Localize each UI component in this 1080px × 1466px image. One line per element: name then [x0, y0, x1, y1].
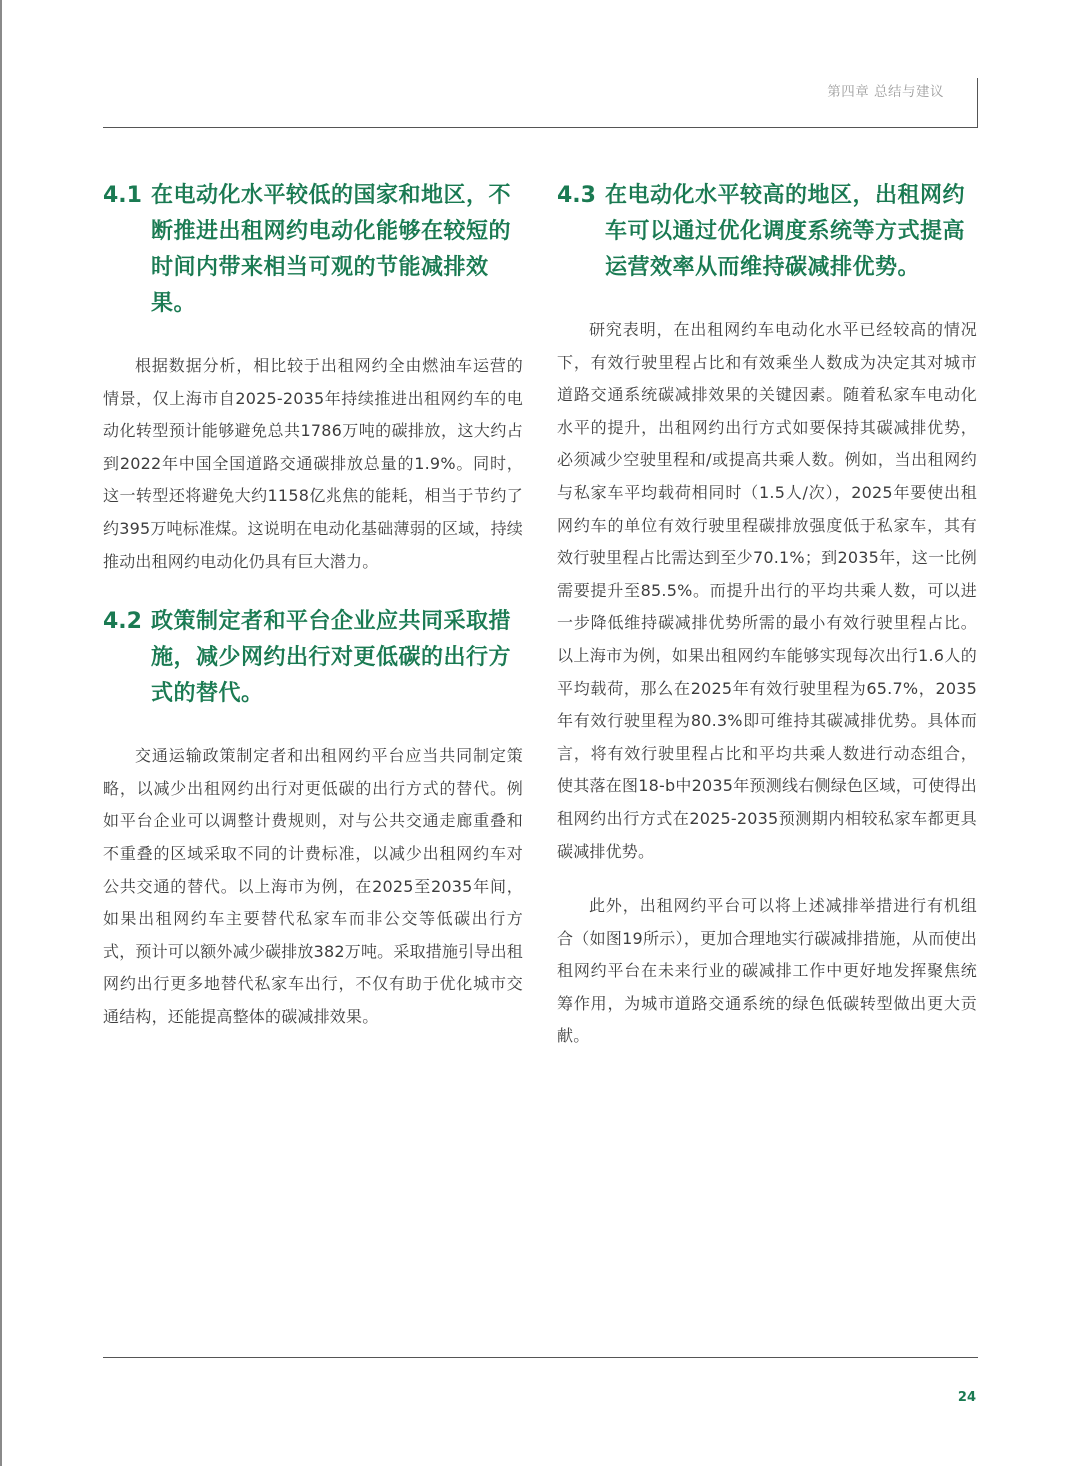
header-vertical-rule — [977, 78, 978, 128]
body-paragraph: 研究表明，在出租网约车电动化水平已经较高的情况下，有效行驶里程占比和有效乘坐人数成为决定其对城市道路交通系统碳减排效果的关键因素。随着私家车电动化水平的提升，出租网约出行方式如要保持其碳减排优势，必须减少空驶里程和/或提高共乘人数。例如，当出租网约与私家车平均载荷相同时（1.5人/次），2025年要使出租网约车的单位有效行驶里程碳排放强度低于私家车，其有效行驶里程占比需达到至少70.1%；到2035年，这一比例需要提升至85.5%。而提升出行的平均共乘人数，可以进一步降低维持碳减排优势所需的最小有效行驶里程占比。以上海市为例，如果出租网约车能够实现每次出行1.6人的平均载荷，那么在2025年有效行驶里程为65.7%，2035年有效行驶里程为80.3%即可维持其碳减排优势。具体而言，将有效行驶里程占比和平均共乘人数进行动态组合，使其落在图18-b中2035年预测线右侧绿色区域，可使得出租网约出行方式在2025-2035预测期内相较私家车都更具碳减排优势。 — [557, 320, 977, 861]
section-title: 在电动化水平较低的国家和地区，不断推进出租网约电动化能够在较短的时间内带来相当可观的节能减排效果。 — [151, 183, 512, 316]
body-paragraph: 此外，出租网约平台可以将上述减排举措进行有机组合（如图19所示），更加合理地实行碳减排措施，从而使出租网约平台在未来行业的碳减排工作中更好地发挥聚焦统筹作用，为城市道路交通系统的绿色低碳转型做出更大贡献。 — [557, 896, 977, 1046]
section-number: 4.3 — [557, 183, 596, 208]
section-heading-4-3 — [557, 178, 977, 286]
page-header — [103, 78, 978, 128]
section-heading-4-1 — [103, 178, 523, 322]
section-heading-4-2 — [103, 604, 523, 712]
page-number: 24 — [957, 1390, 976, 1405]
section-number: 4.2 — [103, 609, 142, 635]
right-column — [557, 178, 977, 1053]
left-column — [103, 178, 523, 1034]
page-left-edge — [0, 0, 2, 1466]
body-paragraph: 根据数据分析，相比较于出租网约全由燃油车运营的情景，仅上海市自2025-2035年持续推进出租网约车的电动化转型预计能够避免总共1786万吨的碳排放，这大约占到2022年中国全国道路交通碳排放总量的1.9%。同时，这一转型还将避免大约1158亿兆焦的能耗，相当于节约了约395万吨标准煤。这说明在电动化基础薄弱的区域，持续推动出租网约电动化仍具有巨大潜力。 — [103, 356, 523, 571]
section-number: 4.1 — [103, 183, 142, 208]
section-title: 政策制定者和平台企业应共同采取措施，减少网约出行对更低碳的出行方式的替代。 — [151, 609, 512, 707]
header-horizontal-rule — [103, 127, 978, 128]
footer-rule — [103, 1357, 978, 1358]
chapter-label: 第四章 总结与建议 — [827, 84, 944, 100]
body-paragraph: 交通运输政策制定者和出租网约平台应当共同制定策略，以减少出租网约出行对更低碳的出行方式的替代。例如平台企业可以调整计费规则，对与公共交通走廊重叠和不重叠的区域采取不同的计费标准，以减少出租网约车对公共交通的替代。以上海市为例，在2025至2035年间，如果出租网约车主要替代私家车而非公交等低碳出行方式，预计可以额外减少碳排放382万吨。采取措施引导出租网约出行更多地替代私家车出行，不仅有助于优化城市交通结构，还能提高整体的碳减排效果。 — [103, 746, 523, 1026]
section-title: 在电动化水平较高的地区，出租网约车可以通过优化调度系统等方式提高运营效率从而维持碳减排优势。 — [605, 183, 966, 280]
